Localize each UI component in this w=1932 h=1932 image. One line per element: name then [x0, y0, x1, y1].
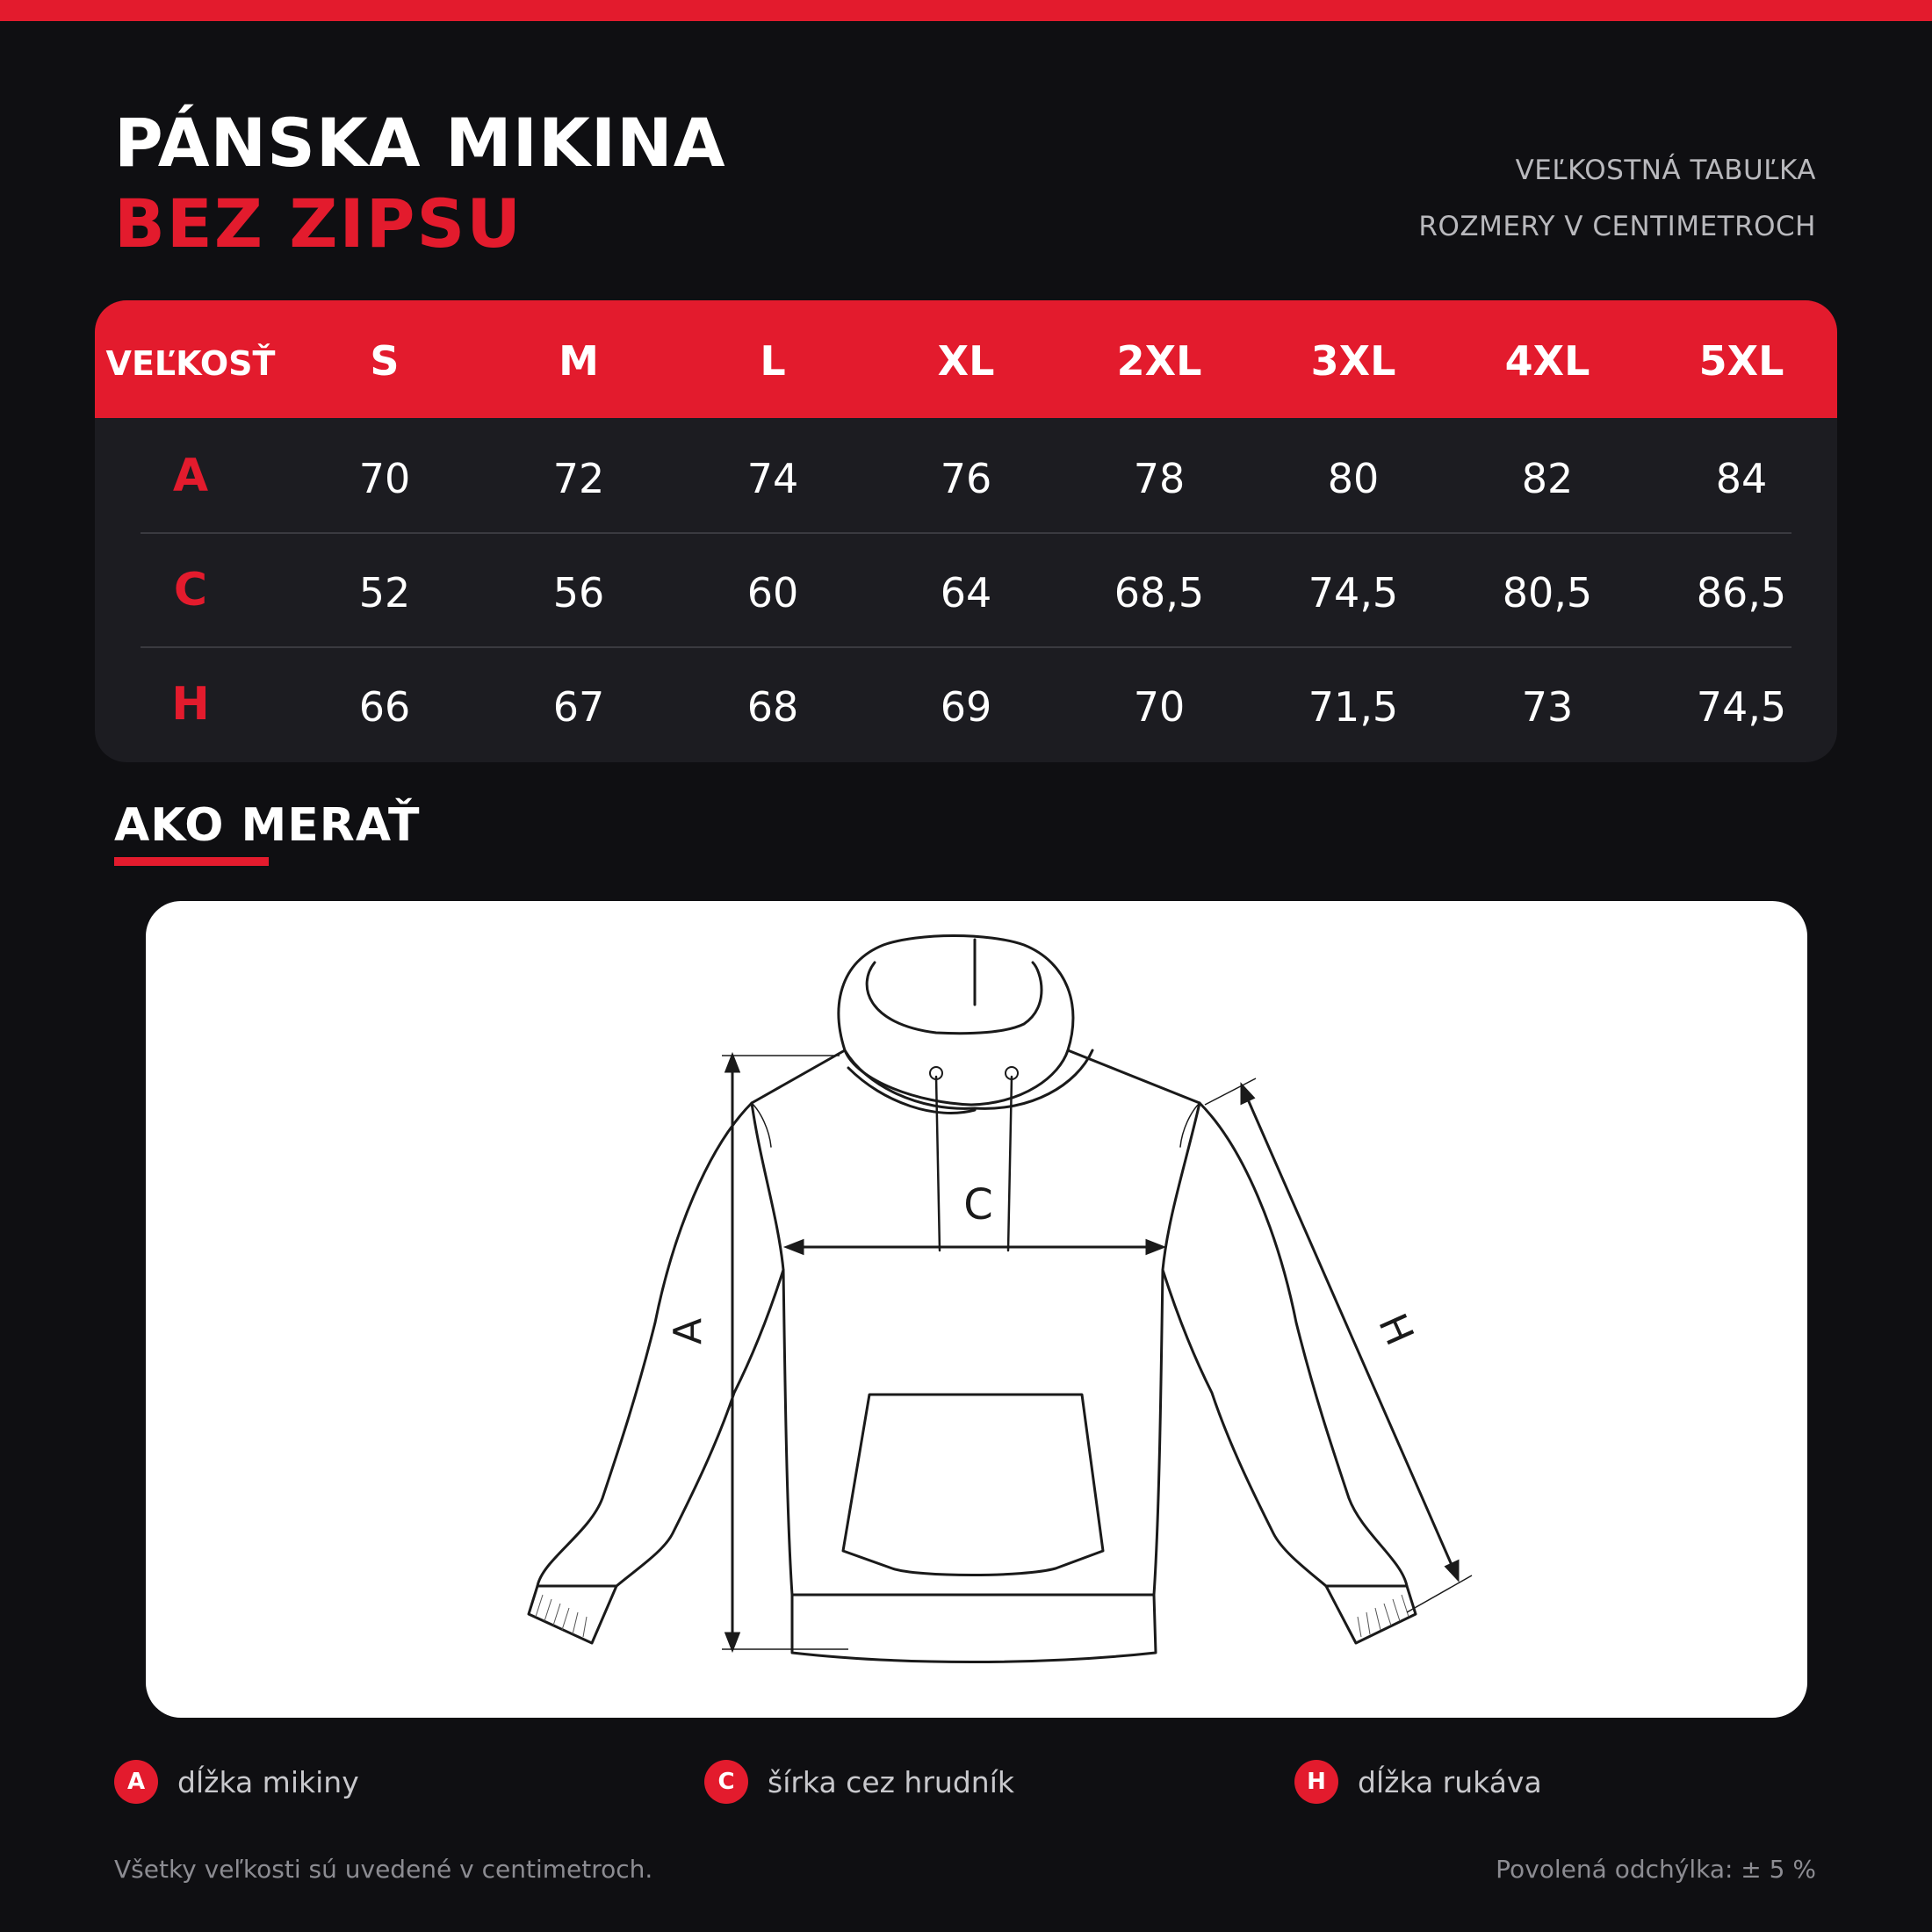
hoodie-illustration — [146, 901, 1807, 1718]
row-label-c: C — [173, 564, 208, 616]
table-cell: 56 — [552, 569, 605, 616]
table-cell: 74,5 — [1308, 569, 1399, 616]
table-cell: 64 — [940, 569, 992, 616]
header-size-4xl: 4XL — [1504, 337, 1590, 385]
measure-label-c: C — [963, 1180, 993, 1229]
header-size-s: S — [370, 337, 400, 385]
header-size-l: L — [760, 337, 786, 385]
table-cell: 74 — [746, 455, 799, 502]
table-cell: 52 — [358, 569, 411, 616]
legend-badge-a: A — [114, 1760, 158, 1804]
header-size-3xl: 3XL — [1310, 337, 1396, 385]
row-label-a: A — [172, 450, 209, 502]
table-cell: 86,5 — [1696, 569, 1787, 616]
table-cell: 60 — [746, 569, 799, 616]
table-cell: 82 — [1521, 455, 1574, 502]
table-cell: 71,5 — [1308, 683, 1399, 731]
header-size-5xl: 5XL — [1698, 337, 1784, 385]
measure-label-a: A — [666, 1317, 710, 1345]
row-label-h: H — [171, 678, 210, 731]
table-cell: 69 — [940, 683, 992, 731]
table-cell: 84 — [1715, 455, 1768, 502]
size-table — [95, 300, 1837, 762]
legend-item-h — [1294, 1758, 1542, 1806]
subtitle-size-table: VEĽKOSTNÁ TABUĽKA — [1515, 155, 1816, 186]
header-size-2xl: 2XL — [1116, 337, 1202, 385]
table-cell: 67 — [552, 683, 605, 731]
how-to-measure-underline — [114, 857, 269, 866]
table-cell: 80,5 — [1502, 569, 1593, 616]
legend-text-h: dĺžka rukáva — [1358, 1764, 1542, 1799]
footer-note-units: Všetky veľkosti sú uvedené v centimetroch. — [114, 1855, 653, 1884]
table-cell: 70 — [1133, 683, 1186, 731]
row-divider — [141, 646, 1791, 648]
table-cell: 72 — [552, 455, 605, 502]
title-line1: PÁNSKA MIKINA — [114, 104, 726, 182]
header-size-label: VEĽKOSŤ — [105, 344, 276, 383]
title-line2: BEZ ZIPSU — [114, 184, 523, 263]
measure-label-h: H — [1369, 1307, 1423, 1352]
table-cell: 70 — [358, 455, 411, 502]
table-cell: 66 — [358, 683, 411, 731]
table-cell: 68,5 — [1114, 569, 1205, 616]
table-cell: 76 — [940, 455, 992, 502]
header-size-m: M — [559, 337, 599, 385]
legend-text-a: dĺžka mikiny — [177, 1764, 359, 1799]
table-cell: 73 — [1521, 683, 1574, 731]
legend-item-a — [114, 1758, 359, 1806]
legend-item-c — [704, 1758, 1014, 1806]
table-header — [95, 300, 1837, 418]
subtitle-units: ROZMERY V CENTIMETROCH — [1418, 211, 1816, 242]
legend-badge-h: H — [1294, 1760, 1338, 1804]
row-divider — [141, 532, 1791, 534]
table-cell: 74,5 — [1696, 683, 1787, 731]
table-cell: 80 — [1327, 455, 1380, 502]
table-cell: 68 — [746, 683, 799, 731]
table-cell: 78 — [1133, 455, 1186, 502]
legend-badge-c: C — [704, 1760, 748, 1804]
footer-note-tolerance: Povolená odchýlka: ± 5 % — [1496, 1855, 1816, 1884]
how-to-measure-title: AKO MERAŤ — [114, 799, 421, 852]
measurement-diagram — [146, 901, 1807, 1718]
header-size-xl: XL — [937, 337, 995, 385]
top-accent-bar — [0, 0, 1932, 21]
legend-text-c: šírka cez hrudník — [768, 1764, 1014, 1799]
